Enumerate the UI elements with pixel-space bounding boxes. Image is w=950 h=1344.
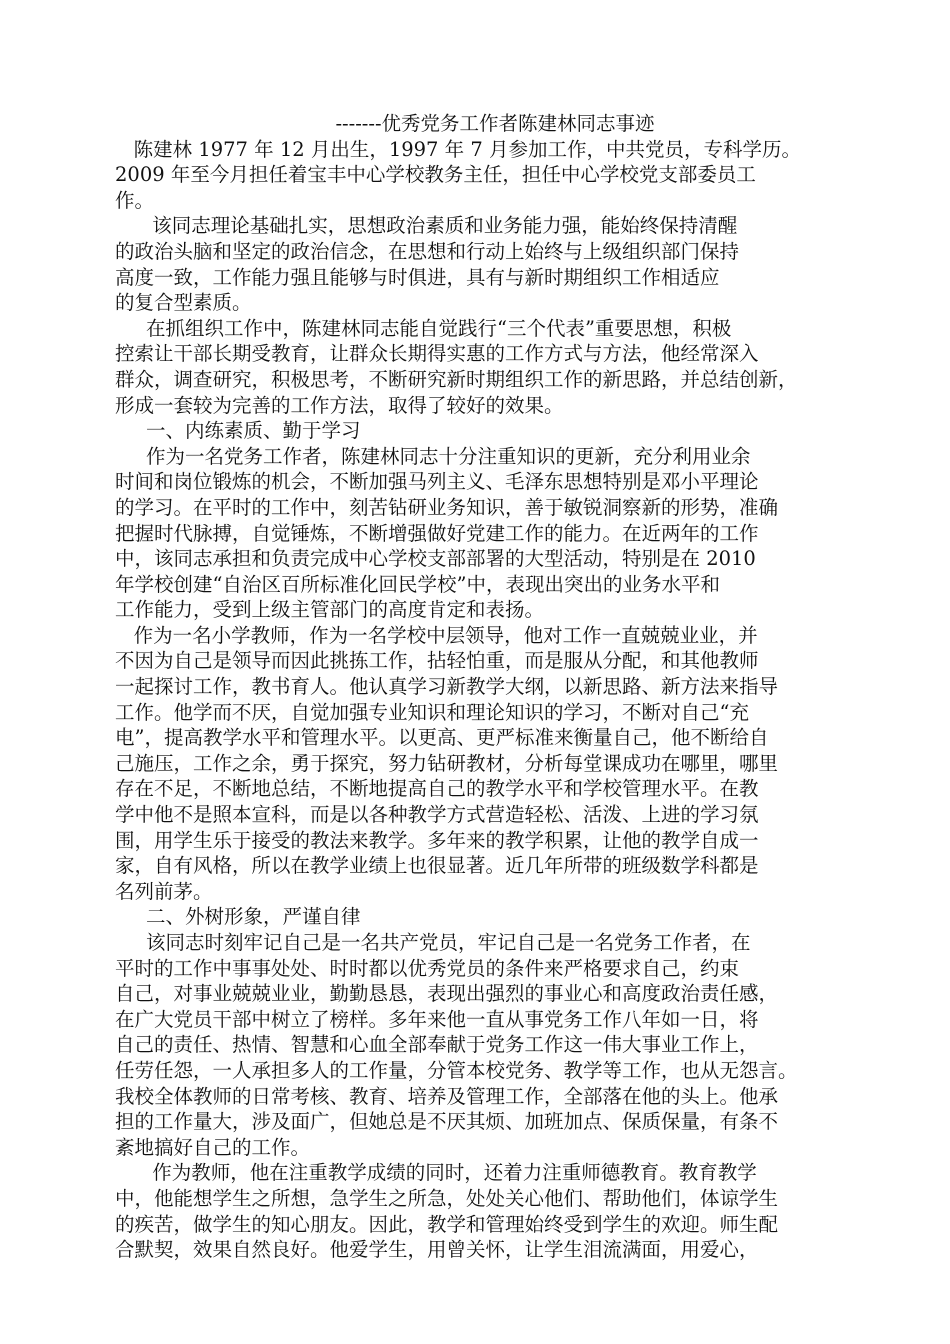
text-line: 工作。他学而不厌，自觉加强专业知识和理论知识的学习，不断对自己“充	[115, 700, 749, 724]
text-line: 作为教师，他在注重教学成绩的同时，还着力注重师德教育。教育教学	[115, 1161, 757, 1185]
text-line: 我校全体教师的日常考核、教育、培养及管理工作，全部落在他的头上。他承	[115, 1084, 779, 1108]
text-line: 陈建林 1977 年 12 月出生，1997 年 7 月参加工作，中共党员，专科学历。	[115, 137, 801, 161]
text-line: 时间和岗位锻炼的机会，不断加强马列主义、毛泽东思想特别是邓小平理论	[115, 470, 759, 494]
text-line: 作。	[115, 188, 155, 212]
text-line: 己施压，工作之余，勇于探究，努力钻研教材，分析每堂课成功在哪里，哪里	[115, 751, 779, 775]
text-line: 围，用学生乐于接受的教法来教学。多年来的教学积累，让他的教学自成一	[115, 828, 759, 852]
text-line: 的复合型素质。	[115, 291, 252, 315]
text-line: 工作能力，受到上级主管部门的高度肯定和表扬。	[115, 598, 545, 622]
text-line: 控索让干部长期受教育，让群众长期得实惠的工作方式与方法，他经常深入	[115, 342, 759, 366]
text-line: 作为一名党务工作者，陈建林同志十分注重知识的更新，充分利用业余	[115, 444, 751, 468]
text-line: 名列前茅。	[115, 879, 213, 903]
text-line: 自己的责任、热情、智慧和心血全部奉献于党务工作这一伟大事业工作上，	[115, 1033, 759, 1057]
text-line: 的政治头脑和坚定的政治信念，在思想和行动上始终与上级组织部门保持	[115, 239, 740, 263]
text-line: 担的工作量大，涉及面广，但她总是不厌其烦、加班加点、保质保量，有条不	[115, 1110, 779, 1134]
text-line: 的疾苦，做学生的知心朋友。因此，教学和管理始终受到学生的欢迎。师生配	[115, 1212, 779, 1236]
document-title: -------优秀党务工作者陈建林同志事迹	[335, 112, 655, 135]
text-line: 群众，调查研究，积极思考，不断研究新时期组织工作的新思路，并总结创新，	[115, 367, 798, 391]
text-line: 电”，提高教学水平和管理水平。以更高、更严标准来衡量自己，他不断给自	[115, 726, 769, 750]
text-line: 在广大党员干部中树立了榜样。多年来他一直从事党务工作八年如一日，将	[115, 1007, 759, 1031]
text-line: 中，该同志承担和负责完成中心学校支部部署的大型活动，特别是在 2010	[115, 547, 756, 571]
text-line: 在抓组织工作中，陈建林同志能自觉践行“三个代表”重要思想，积极	[115, 316, 732, 340]
text-line: 该同志理论基础扎实，思想政治素质和业务能力强，能始终保持清醒	[115, 214, 738, 238]
text-line: 2009 年至今月担任着宝丰中心学校教务主任，担任中心学校党支部委员工	[115, 163, 756, 187]
text-line: 学中他不是照本宣科，而是以各种教学方式营造轻松、活泼、上进的学习氛	[115, 803, 759, 827]
text-line: 平时的工作中事事处处、时时都以优秀党员的条件来严格要求自己，约束	[115, 956, 740, 980]
text-line: 任劳任怨，一人承担多人的工作量，分管本校党务、教学等工作，也从无怨言。	[115, 1058, 798, 1082]
text-line: 年学校创建“自治区百所标准化回民学校”中，表现出突出的业务水平和	[115, 572, 720, 596]
text-line: 二、外树形象，严谨自律	[115, 905, 361, 929]
text-line: 不因为自己是领导而因此挑拣工作，拈轻怕重，而是服从分配，和其他教师	[115, 649, 759, 673]
text-line: 存在不足，不断地总结，不断地提高自己的教学水平和学校管理水平。在教	[115, 777, 759, 801]
document-body	[115, 111, 845, 1263]
text-line: 家，自有风格，所以在教学业绩上也很显著。近几年所带的班级数学科都是	[115, 854, 759, 878]
text-line: 一、内练素质、勤于学习	[115, 419, 361, 443]
paragraph-lines	[115, 137, 845, 1263]
text-line: 把握时代脉搏，自觉锤炼，不断增强做好党建工作的能力。在近两年的工作	[115, 521, 759, 545]
text-line: 自己，对事业兢兢业业，勤勤恳恳，表现出强烈的事业心和高度政治责任感，	[115, 982, 779, 1006]
text-line: 一起探讨工作，教书育人。他认真学习新教学大纲，以新思路、新方法来指导	[115, 675, 779, 699]
text-line: 紊地搞好自己的工作。	[115, 1135, 311, 1159]
text-line: 的学习。在平时的工作中，刻苦钻研业务知识，善于敏锐洞察新的形势，准确	[115, 495, 779, 519]
text-line: 高度一致，工作能力强且能够与时俱进，具有与新时期组织工作相适应	[115, 265, 720, 289]
text-line: 作为一名小学教师，作为一名学校中层领导，他对工作一直兢兢业业，并	[115, 623, 758, 647]
text-line: 该同志时刻牢记自己是一名共产党员，牢记自己是一名党务工作者，在	[115, 931, 751, 954]
text-line: 合默契，效果自然良好。他爱学生，用曾关怀，让学生泪流满面，用爱心，	[115, 1238, 759, 1262]
text-line: 中，他能想学生之所想，急学生之所急，处处关心他们、帮助他们，体谅学生	[115, 1186, 779, 1210]
text-line: 形成一套较为完善的工作方法，取得了较好的效果。	[115, 393, 564, 417]
